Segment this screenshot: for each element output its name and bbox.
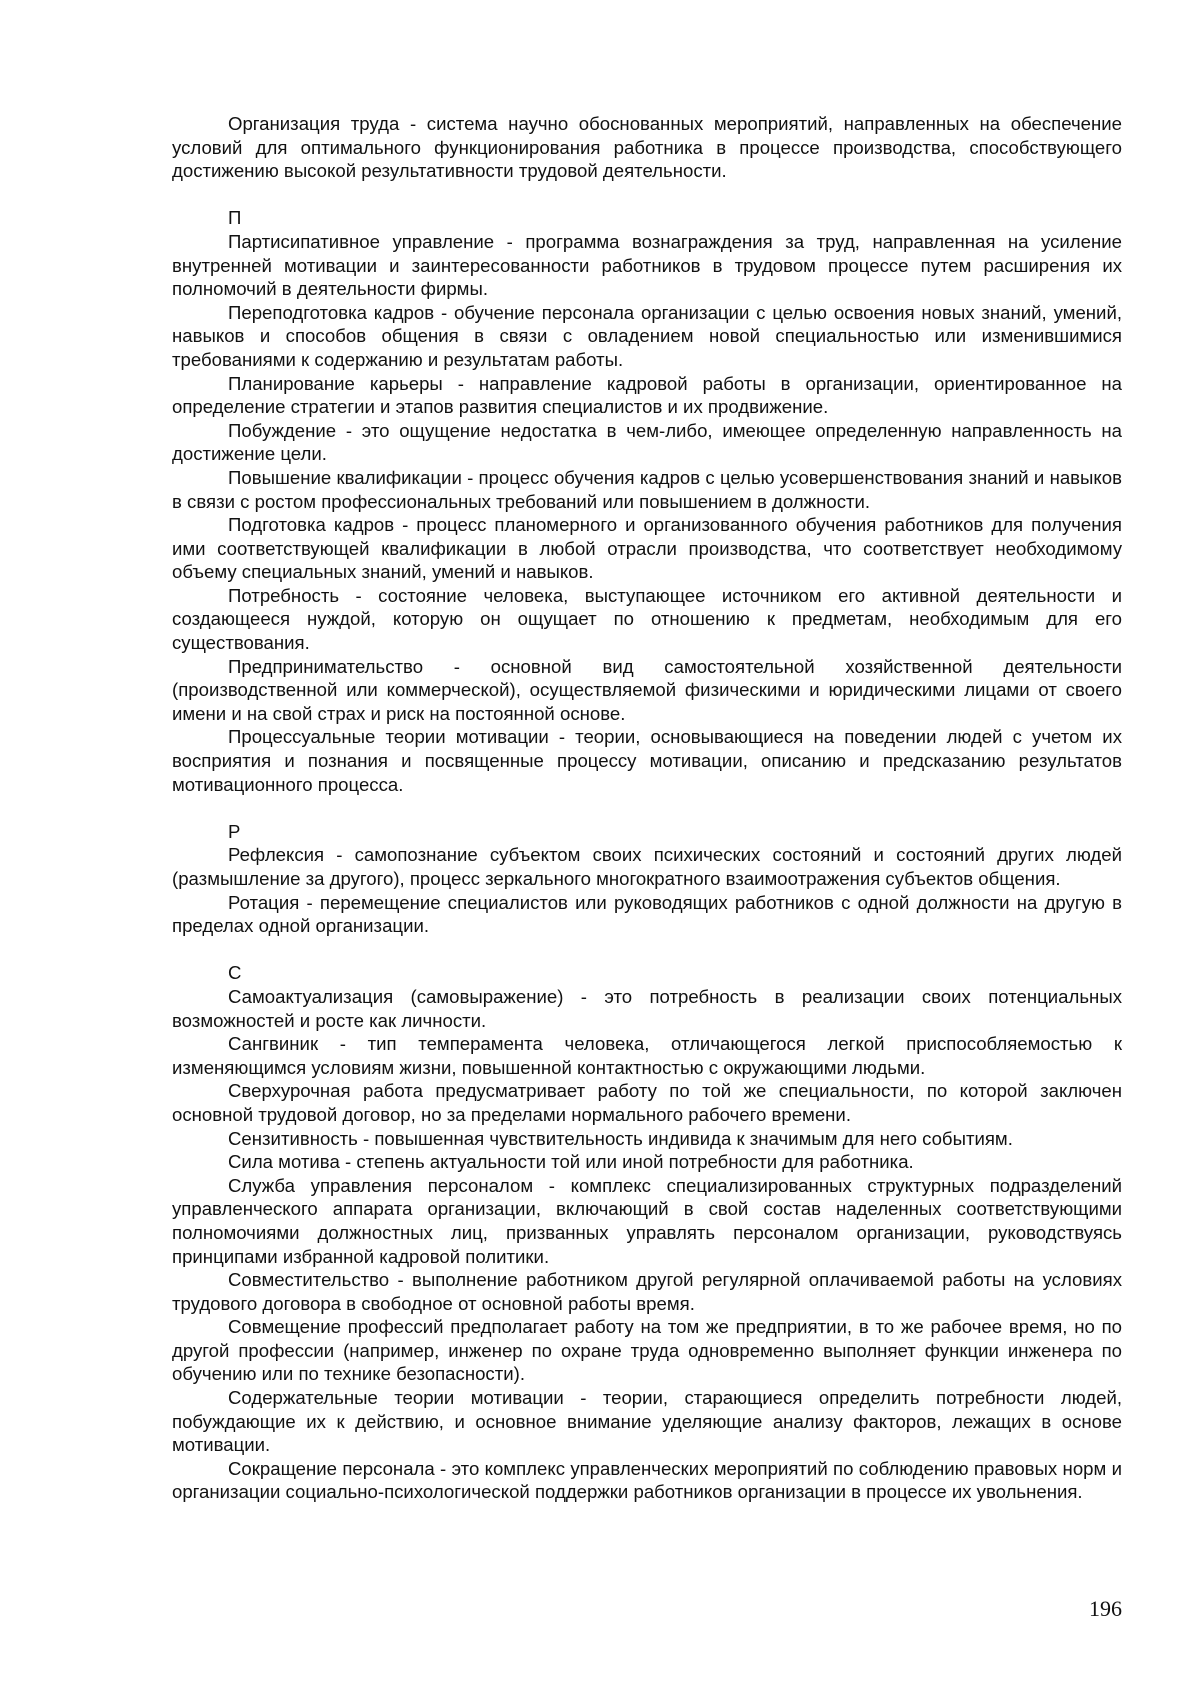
document-body [172, 112, 1122, 1504]
glossary-entry: Совместительство - выполнение работником другой регулярной оплачиваемой работы на условиях трудового договора в свободное от основной работы время. [172, 1269, 1122, 1314]
glossary-entry: Потребность - состояние человека, выступающее источником его активной деятельности и создающееся нуждой, которую он ощущает по отношению к предметам, необходимым для его существования. [172, 584, 1122, 654]
glossary-entry: Партисипативное управление - программа вознаграждения за труд, направленная на усиление внутренней мотивации и заинтересованности работников в трудовом процессе путем расширения их полномочий в деятельности фирмы. [172, 230, 1122, 300]
glossary-entry: Служба управления персоналом - комплекс специализированных структурных подразделений управленческого аппарата организации, включающий в свой состав наделенных соответствующими полномочиями должностных лиц, призванных управлять персоналом организации, руководствуясь принципами избранной кадровой политики. [172, 1174, 1122, 1267]
section-letter: П [228, 207, 242, 229]
glossary-entry: Сокращение персонала - это комплекс управленческих мероприятий по соблюдению правовых норм и организации социально-психологической поддержки работников организации в процессе их увольнения. [172, 1457, 1122, 1503]
glossary-entry: Ротация - перемещение специалистов или руководящих работников с одной должности на другую в пределах одной организации. [172, 891, 1122, 937]
glossary-entry: Самоактуализация (самовыражение) - это потребность в реализации своих потенциальных возможностей и росте как личности. [172, 985, 1122, 1031]
glossary-entry: Сангвиник - тип темперамента человека, отличающегося легкой приспособляемостью к изменяющимся условиям жизни, повышенной контактностью с окружающими людьми. [172, 1033, 1122, 1078]
glossary-entry: Подготовка кадров - процесс планомерного и организованного обучения работников для получения ими соответствующей квалификации в любой отрасли производства, что соответствует необходимому объему специальных знаний, умений и навыков. [172, 514, 1122, 583]
glossary-entry: Переподготовка кадров - обучение персонала организации с целью освоения новых знаний, умений, навыков и способов общения в связи с овладением новой специальностью или изменившимися требованиями к содержанию и результатам работы. [172, 301, 1122, 370]
glossary-entry: Организация труда - система научно обоснованных мероприятий, направленных на обеспечение условий для оптимального функционирования работника в процессе производства, способствующего достижению высокой результативности трудовой деятельности. [172, 113, 1122, 182]
glossary-entry: Планирование карьеры - направление кадровой работы в организации, ориентированное на определение стратегии и этапов развития специалистов и их продвижение. [172, 372, 1122, 418]
glossary-entry: Предпринимательство - основной вид самостоятельной хозяйственной деятельности (производственной или коммерческой), осуществляемой физическими и юридическими лицами от своего имени и на свой страх и риск на постоянной основе. [172, 655, 1122, 724]
glossary-entry: Сила мотива - степень актуальности той или иной потребности для работника. [228, 1151, 914, 1173]
page-number: 196 [1089, 1596, 1122, 1621]
glossary-entry: Повышение квалификации - процесс обучения кадров с целью усовершенствования знаний и навыков в связи с ростом профессиональных требований или повышением в должности. [172, 466, 1122, 512]
section-letter: С [228, 962, 242, 984]
glossary-entry: Побуждение - это ощущение недостатка в чем-либо, имеющее определенную направленность на достижение цели. [172, 419, 1122, 465]
glossary-entry: Сверхурочная работа предусматривает работу по той же специальности, по которой заключен основной трудовой договор, но за пределами нормального рабочего времени. [172, 1080, 1122, 1125]
section-letter: Р [228, 820, 241, 842]
glossary-entry: Сензитивность - повышенная чувствительность индивида к значимым для него событиям. [228, 1127, 1013, 1149]
glossary-entry: Рефлексия - самопознание субъектом своих психических состояний и состояний других людей (размышление за другого), процесс зеркального многократного взаимоотражения субъектов общения. [172, 844, 1122, 889]
glossary-entry: Процессуальные теории мотивации - теории, основывающиеся на поведении людей с учетом их восприятия и познания и посвященные процессу мотивации, описанию и предсказанию результатов мотивационного процесса. [172, 726, 1122, 795]
glossary-entry: Содержательные теории мотивации - теории, старающиеся определить потребности людей, побуждающие их к действию, и основное внимание уделяющие анализу факторов, лежащих в основе мотивации. [172, 1387, 1122, 1456]
glossary-entry: Совмещение профессий предполагает работу на том же предприятии, в то же рабочее время, но по другой профессии (например, инженер по охране труда одновременно выполняет функции инженера по обучению или по технике безопасности). [172, 1316, 1122, 1385]
